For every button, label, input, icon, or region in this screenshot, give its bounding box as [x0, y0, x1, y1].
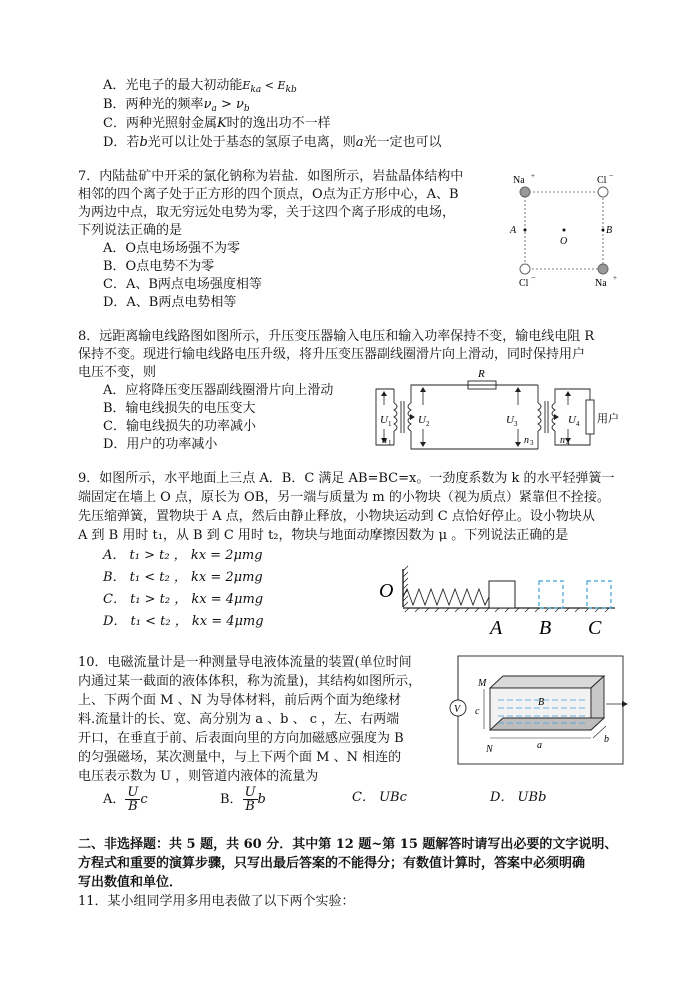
svg-text:+: +: [531, 172, 535, 180]
svg-text:3: 3: [514, 420, 518, 428]
q10-stem-line7: 电压表示数为 U ，则管道内液体的流量为: [78, 769, 319, 784]
q8-option-a: A．应将降压变压器副线圈滑片向上滑动: [103, 383, 334, 398]
q7-option-c: C．A、B两点电场强度相等: [103, 277, 262, 292]
q7-cl-label-top: Cl: [597, 175, 607, 186]
part2-heading-line2: 方程式和重要的演算步骤，只写出最后答案的不能得分；有数值计算时，答案中必须明确: [78, 856, 586, 871]
q10-stem-line6: 的匀强磁场，某次测量中，与上下两个面 M 、N 相连的: [78, 750, 402, 765]
svg-text:3: 3: [530, 439, 534, 447]
q8-option-b: B．输电线损失的电压变大: [103, 401, 256, 416]
q9-spring-block-figure: [375, 565, 620, 640]
svg-text:n: n: [524, 435, 529, 446]
q10-face-n: N: [486, 744, 493, 755]
svg-text:−: −: [609, 171, 614, 180]
q10-stem-line1: 10．电磁流量计是一种测量导电液体流量的装置(单位时间: [78, 655, 412, 670]
q7-option-b: B．O点电势不为零: [103, 259, 215, 274]
part2-heading-line3: 写出数值和单位．: [78, 875, 183, 890]
q6-option-b: B．两种光的频率$\nu_a > \nu_b$: [103, 97, 250, 114]
svg-text:2: 2: [426, 420, 430, 428]
q9-stem-line4: A 到 B 用时 t₁，从 B 到 C 用时 t₂，物块与地面动摩擦因数为 μ 。下列说法正确的是: [78, 528, 569, 543]
q10-stem-line4: 料.流量计的长、宽、高分别为 a 、b 、 c ，左、右两端: [78, 712, 400, 727]
q8-user-label: 用户: [597, 413, 619, 425]
svg-text:U: U: [418, 414, 426, 426]
svg-text:U: U: [568, 414, 576, 426]
q10-option-d: D． UBb: [490, 790, 547, 805]
q7-stem-line3: 为两边中点，取无穷远处电势为零，关于这四个离子形成的电场，: [78, 205, 456, 220]
q9-wall-point-o: O: [379, 580, 394, 602]
svg-text:c: c: [475, 706, 480, 717]
svg-text:n: n: [382, 435, 387, 446]
q10-option-b: B． $\frac{U}{B}$ b: [220, 785, 266, 814]
svg-text:4: 4: [576, 420, 580, 428]
part2-heading-line1: 二、非选择题：共 5 题，共 60 分．其中第 12 题~第 15 题解答时请写出必要的文字说明、: [78, 837, 618, 852]
q6-option-c: C．两种光照射金属K时的逸出功不一样: [103, 116, 331, 131]
q7-option-a: A．O点电场场强不为零: [103, 241, 241, 256]
q8-stem-line1: 8．远距离输电线路图如图所示，升压变压器输入电压和输入功率保持不变，输电线电阻 R: [78, 329, 595, 344]
q11-stem: 11．某小组同学用多用电表做了以下两个实验：: [78, 894, 355, 909]
svg-text:+: +: [613, 274, 617, 282]
q10-stem-line2: 内通过某一截面的液体体积，称为流量)，其结构如图所示，: [78, 674, 422, 689]
svg-text:1: 1: [388, 439, 392, 447]
q8-option-d: D．用户的功率减小: [103, 437, 218, 452]
q9-stem-line1: 9．如图所示，水平地面上三点 A．B．C 满足 AB=BC=x。一劲度系数为 k 的水平轻弹簧一: [78, 471, 615, 486]
svg-text:1: 1: [388, 420, 392, 428]
q8-stem-line3: 电压不变，则: [78, 365, 157, 380]
svg-text:b: b: [604, 734, 609, 745]
q10-field-b: B: [538, 697, 545, 708]
svg-text:U: U: [506, 414, 514, 426]
q9-stem-line3: 先压缩弹簧，置物块于 A 点，然后由静止释放，小物块运动到 C 点恰好停止。设小物块从: [78, 509, 595, 524]
q10-option-c: C． UBc: [352, 790, 407, 805]
q7-stem-line4: 下列说法正确的是: [78, 223, 183, 238]
q10-face-m: M: [478, 678, 487, 689]
q7-option-d: D．A、B两点电势相等: [103, 295, 237, 310]
q9-point-c: C: [588, 617, 602, 639]
q9-option-a: A． t₁ > t₂ ， kx = 2μmg: [103, 548, 263, 563]
q9-option-b: B． t₁ < t₂ ， kx = 2μmg: [103, 570, 263, 585]
svg-text:U: U: [380, 414, 388, 426]
q7-stem-line1: 7．内陆盐矿中开采的氯化钠称为岩盐．如图所示，岩盐晶体结构中: [78, 169, 464, 184]
q10-flowmeter-figure: [446, 652, 636, 770]
q7-ion-square-figure: [505, 170, 630, 290]
svg-text:n: n: [560, 435, 565, 446]
q10-voltmeter: V: [454, 704, 461, 715]
q9-option-d: D． t₁ < t₂ ， kx = 4μmg: [103, 614, 264, 629]
svg-text:−: −: [531, 273, 536, 282]
q7-point-o: O: [560, 236, 568, 247]
q7-na-label-top: Na: [513, 175, 525, 186]
svg-text:4: 4: [566, 439, 570, 447]
q9-point-a: A: [490, 617, 503, 639]
q8-option-c: C．输电线损失的功率减小: [103, 419, 256, 434]
q9-stem-line2: 端固定在墙上 O 点，原长为 OB，另一端与质量为 m 的小物块（视为质点）紧靠但不拴接。: [78, 490, 610, 505]
q8-power-transmission-figure: [368, 365, 640, 460]
q7-point-a: A: [510, 225, 517, 236]
q9-point-b: B: [539, 617, 552, 639]
q10-option-a: A． $\frac{U}{B}$ c: [103, 785, 148, 814]
q7-point-b: B: [606, 225, 613, 236]
q7-cl-label-bottom: Cl: [519, 278, 529, 289]
q7-stem-line2: 相邻的四个离子处于正方形的四个顶点，O点为正方形中心，A、B: [78, 187, 459, 202]
svg-text:a: a: [537, 740, 542, 751]
q8-resistor-label: R: [478, 368, 485, 380]
q8-stem-line2: 保持不变。现进行输电线路电压升级，将升压变压器副线圈滑片向上滑动，同时保持用户: [78, 347, 586, 362]
q6-option-a: A．光电子的最大初动能$E_{ka} < E_{kb}$: [103, 78, 297, 95]
q7-na-label-bottom: Na: [595, 278, 607, 289]
q10-stem-line3: 上、下两个面 M 、N 为导体材料，前后两个面为绝缘材: [78, 693, 402, 708]
q9-option-c: C． t₁ > t₂ ， kx = 4μmg: [103, 592, 264, 607]
q10-stem-line5: 开口，在垂直于前、后表面向里的方向加磁感应强度为 B: [78, 731, 404, 746]
q6-option-d: D．若b光可以让处于基态的氢原子电离，则a光一定也可以: [103, 135, 442, 150]
